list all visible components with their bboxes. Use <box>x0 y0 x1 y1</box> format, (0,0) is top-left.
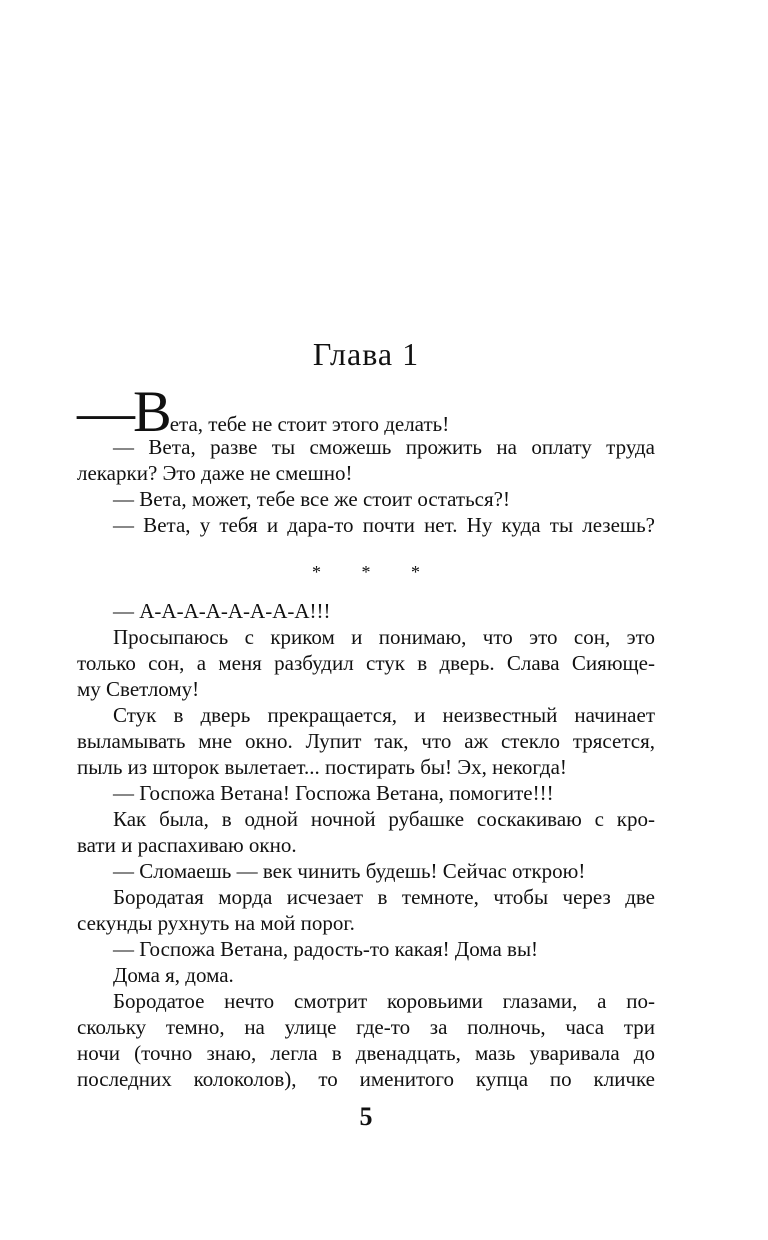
text-line: му Светлому! <box>77 677 200 701</box>
chapter-opening-section <box>77 379 655 538</box>
text-line: — Сломаешь — век чинить будешь! Сейчас открою! <box>113 859 586 883</box>
chapter-title: Глава 1 <box>312 336 420 372</box>
text-line: пыль из шторок вылетает... постирать бы! Эх, некогда! <box>77 755 567 779</box>
text-line: только сон, а меня разбудил стук в дверь. Слава Сияюще- <box>77 651 655 675</box>
book-page <box>77 0 655 1240</box>
dropcap-line-text: ета, тебе не стоит этого делать! <box>169 412 450 436</box>
text-line: Просыпаюсь с криком и понимаю, что это сон, это <box>113 625 655 649</box>
text-line: Как была, в одной ночной рубашке соскакиваю с кро- <box>113 807 655 831</box>
text-line: ночи (точно знаю, легла в двенадцать, мазь уваривала до <box>77 1041 655 1065</box>
text-line: вати и распахиваю окно. <box>77 833 297 857</box>
text-line: Стук в дверь прекращается, и неизвестный начинает <box>113 703 655 727</box>
text-line: Бородатая морда исчезает в темноте, чтобы через две <box>113 885 655 909</box>
text-line: — А-А-А-А-А-А-А-А!!! <box>113 599 331 623</box>
text-line: — Госпожа Ветана! Госпожа Ветана, помогите!!! <box>113 781 554 805</box>
main-text-section <box>77 598 655 1092</box>
text-line: выламывать мне окно. Лупит так, что аж стекло трясется, <box>77 729 655 753</box>
dropcap-line <box>77 379 655 444</box>
text-line: Бородатое нечто смотрит коровьими глазами, а по- <box>113 989 655 1013</box>
section-separator: * * * <box>312 562 438 582</box>
text-line: — Вета, может, тебе все же стоит остаться?! <box>113 487 510 511</box>
text-line: Дома я, дома. <box>113 963 234 987</box>
text-line: — Госпожа Ветана, радость-то какая! Дома вы! <box>113 937 539 961</box>
text-line: секунды рухнуть на мой порог. <box>77 911 355 935</box>
dropcap-letter: —В <box>77 379 170 444</box>
page-number: 5 <box>359 1102 373 1131</box>
text-line: — Вета, у тебя и дара-то почти нет. Ну куда ты лезешь? <box>113 513 655 537</box>
text-line: последних колоколов), то именитого купца по кличке <box>77 1067 655 1091</box>
text-line: лекарки? Это даже не смешно! <box>77 461 353 485</box>
text-line: — Вета, разве ты сможешь прожить на оплату труда <box>113 435 655 459</box>
text-line: скольку темно, на улице где-то за полночь, часа три <box>77 1015 655 1039</box>
